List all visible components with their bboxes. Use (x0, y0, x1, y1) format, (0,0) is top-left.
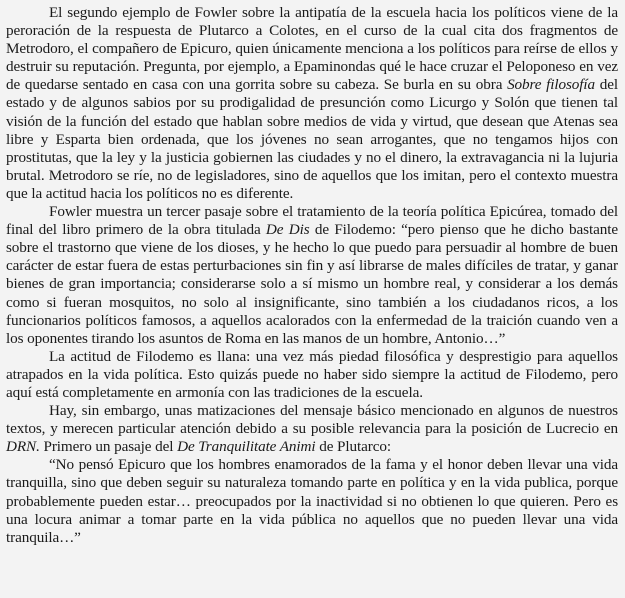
text-run: Primero un pasaje del (39, 438, 178, 456)
paragraph-fowler-third-passage (6, 203, 618, 348)
paragraph-fowler-second-example (6, 4, 618, 203)
paragraph-matizaciones (6, 402, 618, 456)
text-run: del estado y de algunos sabios por su prodigalidad de presunción como Licurgo y Solón que tienen tal visión de la función del estado que hablan sobre medios de vida y virtud, que desean que Atenas sea libre y Esparta bien ordenada, que los jóvenes no sean arrogantes, que no tengamos hijos con prostitutas, que la ley y la justicia gobiernen las ciudades y no el dinero, la extravagancia ni la lujuria brutal. Metrodoro se ríe, no de legisladores, sino de aquellos que los imitan, pero el contexto muestra que la actitud hacia los políticos no es diferente. (6, 76, 618, 202)
italic-title-de-dis: De Dis (265, 221, 310, 239)
paragraph-plutarch-quote (6, 456, 618, 546)
italic-title-de-tranquilitate-animi: De Tranquilitate Animi (177, 438, 316, 456)
text-run: “No pensó Epicuro que los hombres enamorados de la fama y el honor deben llevar una vida tranquilla, sino que deben seguir su naturaleza tomando parte en política y en la vida publica, porque probablemente pueden estar… preocupados por la inactividad si no obtienen lo que quieren. Pero es una locura animar a tomar parte en la vida pública no aquellos que no pueden llevar una vida tranquila…” (6, 456, 618, 546)
paragraph-filodemo-attitude (6, 348, 618, 402)
text-run: Hay, sin embargo, unas matizaciones del mensaje básico mencionado en algunos de nuestros textos, y merecen particular atención debido a su posible relevancia para la posición de Lucrecio en (6, 402, 618, 438)
text-run: de Filodemo: “pero pienso que he dicho bastante sobre el trastorno que viene de los dioses, y he hecho lo que puedo para persuadir al hombre de buen carácter de estar fuera de estas perturbaciones sin fin y así librarse de males difíciles de tratar, y ganar bienes de gran importancia; considerarse solo a sí mismo un hombre real, y considerar a los demás como si fueran mosquitos, no solo al insignificante, sino también a los ciudadanos ricos, a los funcionarios políticos famosos, a aquellos acalorados con la enfermedad de la traición cuando ven a los oponentes tirando los asuntos de Roma en las manos de un hombre, Antonio…” (6, 221, 618, 347)
document-page (6, 4, 618, 547)
text-run: El segundo ejemplo de Fowler sobre la antipatía de la escuela hacia los políticos viene de la peroración de la respuesta de Plutarco a Colotes, en el curso de la cual cita dos fragmentos de Metrodoro, el compañero de Epicuro, quien únicamente menciona a los políticos para reírse de ellos y destruir su reputación. Pregunta, por ejemplo, a Epaminondas qué le hace cruzar el Peloponeso en vez de quedarse sentado en casa con una gorrita sobre su cabeza. Se burla en su obra (6, 4, 618, 94)
text-run: Fowler muestra un tercer pasaje sobre el tratamiento de la teoría política Epicúrea, tomado del final del libro primero de la obra titulada (6, 203, 618, 239)
italic-title-drn: DRN. (6, 438, 40, 456)
text-run: La actitud de Filodemo es llana: una vez más piedad filosófica y desprestigio para aquellos atrapados en la vida política. Esto quizás puede no haber sido siempre la actitud de Filodemo, pero aquí está completamente en armonía con las tradiciones de la escuela. (6, 347, 618, 401)
italic-title-sobre-filosofia: Sobre filosofía (507, 76, 596, 94)
text-run: de Plutarco: (315, 438, 391, 456)
